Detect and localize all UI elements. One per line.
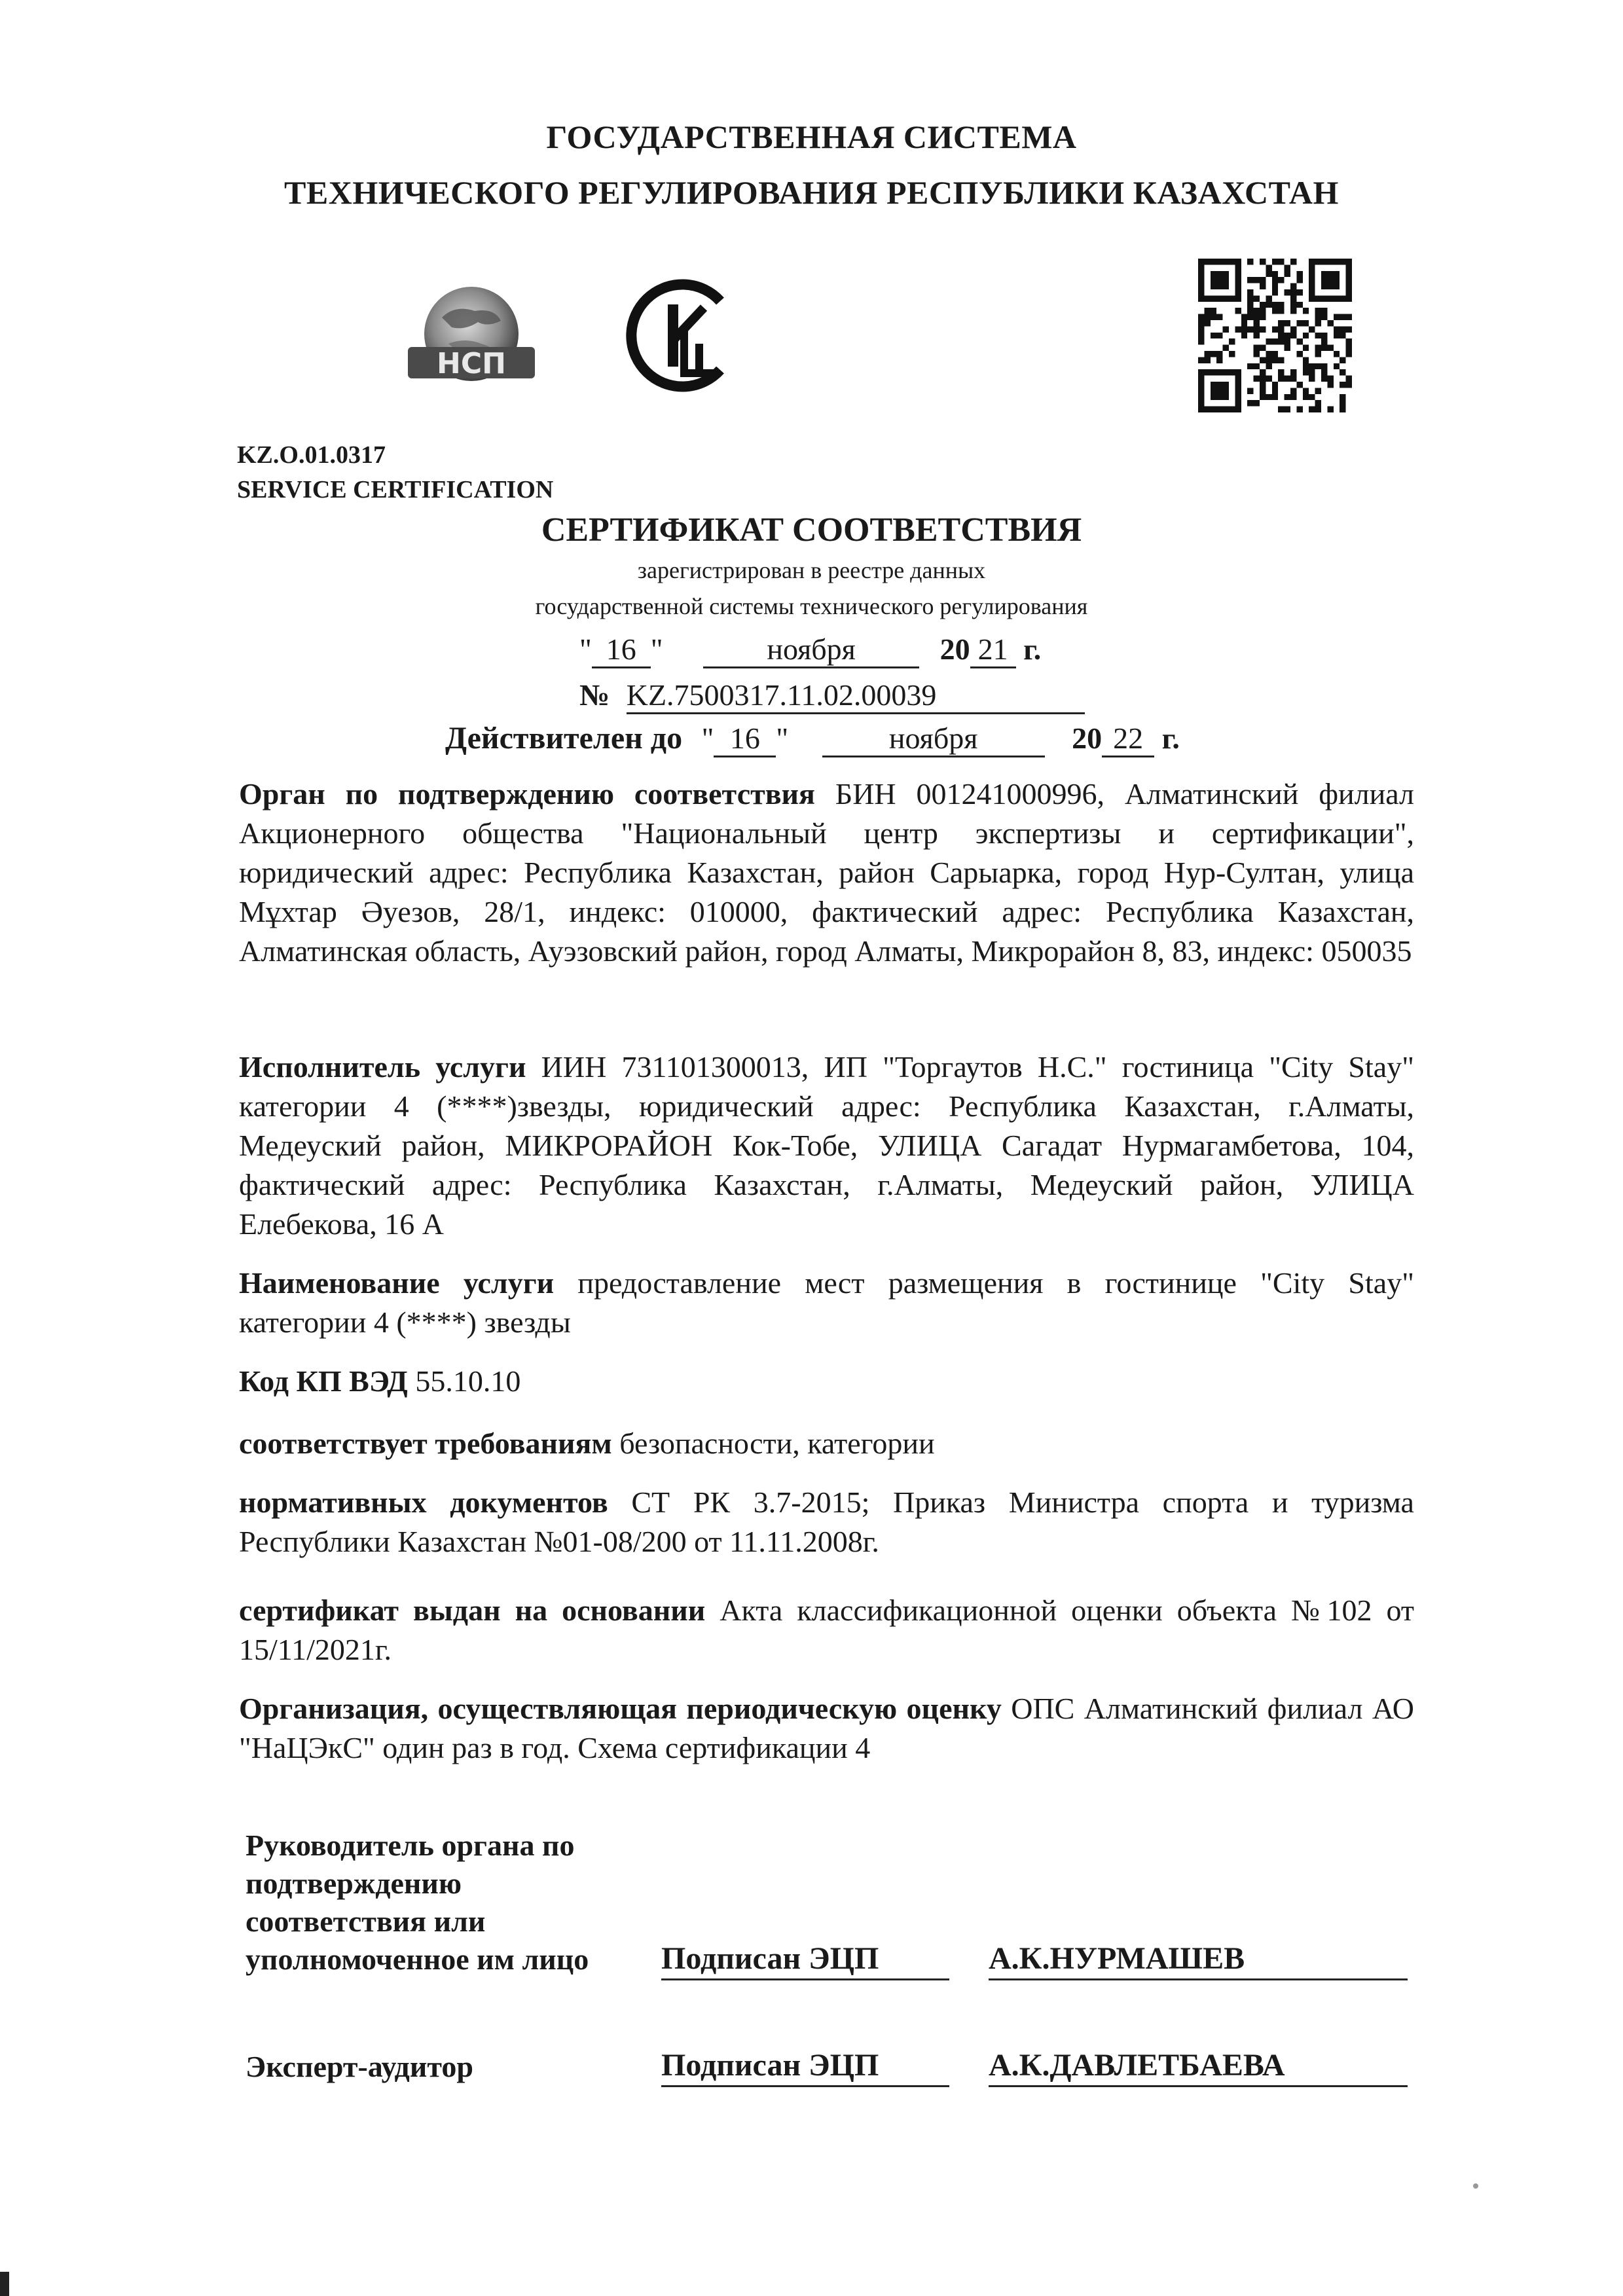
code-section: [239, 1362, 1414, 1401]
normative-text: СТ РК 3.7-2015; Приказ Министра спорта и туризма Республики Казахстан №01-08/200 от 11.11.2008г.: [239, 1485, 1414, 1558]
certificate-subtitle-2: государственной системы технического регулирования: [535, 593, 1088, 619]
number-sign: №: [579, 678, 610, 712]
valid-day: 16: [714, 721, 776, 757]
complies-text: безопасности, категории: [611, 1427, 935, 1460]
valid-year-unit: г.: [1161, 721, 1180, 755]
valid-month: ноября: [822, 721, 1045, 757]
periodic-section: [239, 1689, 1414, 1768]
scan-edge-mark: [0, 2272, 9, 2296]
organ-label: Орган по подтверждению соответствия: [239, 777, 815, 811]
certificate-title: СЕРТИФИКАТ СООТВЕТСТВИЯ: [541, 511, 1082, 549]
reg-year-prefix: 20: [939, 632, 970, 666]
organ-section: [239, 774, 1414, 971]
expert-name: А.К.ДАВЛЕТБАЕВА: [989, 2046, 1408, 2087]
executor-text: ИИН 731101300013, ИП "Торгаутов Н.С." гостиница "City Stay" категории 4 (****)звезды, юридический адрес: Республика Казахстан, г.Алматы, Медеуский район, МИКРОРАЙОН Кок-Тобе, УЛИЦА Сагадат Нурмагамбетова, 104, фактический адрес: Республика Казахстан, г.Алматы, Медеуский район, УЛИЦА Елебекова, 16 А: [239, 1050, 1414, 1241]
basis-section: [239, 1591, 1414, 1669]
reg-year-suffix: 21: [970, 632, 1016, 668]
periodic-text: ОПС Алматинский филиал АО "НаЦЭкС" один раз в год. Схема сертификации 4: [239, 1692, 1414, 1764]
registry-code: KZ.O.01.0317: [237, 441, 386, 469]
expert-signed-ecp: Подписан ЭЦП: [661, 2046, 949, 2087]
service-label: Наименование услуги: [239, 1266, 555, 1300]
registration-date: " 16 " ноября 20 21 г.: [579, 632, 1041, 668]
valid-year-prefix: 20: [1072, 721, 1103, 755]
expert-auditor-label: Эксперт-аудитор: [246, 2050, 473, 2083]
head-signatory-title: [246, 1827, 589, 1978]
code-label: Код КП ВЭД: [239, 1364, 408, 1398]
executor-section: [239, 1048, 1414, 1244]
valid-label: Действителен до: [445, 721, 683, 756]
certificate-number: KZ.7500317.11.02.00039: [627, 678, 1085, 714]
certificate-subtitle-1: зарегистрирован в реестре данных: [637, 557, 986, 583]
scan-speck: [1473, 2183, 1478, 2189]
head-title-line-4: уполномоченное им лицо: [246, 1942, 589, 1976]
basis-text: Акта классификационной оценки объекта №102 от 15/11/2021г.: [239, 1594, 1414, 1666]
header-line-1: ГОСУДАРСТВЕННАЯ СИСТЕМА: [546, 118, 1077, 155]
reg-day: 16: [592, 632, 651, 668]
head-signed-ecp: Подписан ЭЦП: [661, 1939, 949, 1980]
complies-label: соответствует требованиям: [239, 1427, 612, 1460]
header-line-2: ТЕХНИЧЕСКОГО РЕГУЛИРОВАНИЯ РЕСПУБЛИКИ КАЗАХСТАН: [284, 174, 1339, 211]
reg-year-unit: г.: [1023, 632, 1042, 666]
nsp-logo-text: НСП: [437, 347, 506, 380]
executor-label: Исполнитель услуги: [239, 1050, 526, 1084]
head-title-line-2: подтверждению: [246, 1867, 462, 1900]
head-title-line-1: Руководитель органа по: [246, 1829, 575, 1862]
complies-section: [239, 1424, 1414, 1463]
normative-section: [239, 1483, 1414, 1561]
service-section: [239, 1264, 1414, 1342]
valid-year-suffix: 22: [1102, 721, 1154, 757]
periodic-label: Организация, осуществляющая периодическую оценку: [239, 1692, 1002, 1725]
kz-conformity-mark: [622, 275, 737, 396]
normative-label: нормативных документов: [239, 1485, 608, 1519]
nsp-globe-logo: [403, 282, 540, 390]
qr-code: [1198, 259, 1352, 412]
service-text: предоставление мест размещения в гостинице "City Stay" категории 4 (****) звезды: [239, 1266, 1414, 1339]
valid-until-row: Действителен до " 16 " ноября 20 22 г.: [445, 720, 1180, 757]
certificate-number-row: [579, 678, 1085, 714]
code-text: 55.10.10: [407, 1364, 521, 1398]
basis-label: сертификат выдан на основании: [239, 1594, 706, 1627]
head-title-line-3: соответствия или: [246, 1904, 486, 1938]
reg-month: ноября: [703, 632, 919, 668]
registry-type: SERVICE CERTIFICATION: [237, 476, 554, 503]
head-signatory-name: А.К.НУРМАШЕВ: [989, 1939, 1408, 1980]
organ-text: БИН 001241000996, Алматинский филиал Акционерного общества "Национальный центр экспертизы и сертификации", юридический адрес: Республика Казахстан, район Сарыарка, город Нур-Султан, улица Мұхтар Әуезов, 28/1, индекс: 010000, фактический адрес: Республика Казахстан, Алматинская область, Ауэзовский район, город Алматы, Микрорайон 8, 83, индекс: 050035: [239, 777, 1414, 968]
